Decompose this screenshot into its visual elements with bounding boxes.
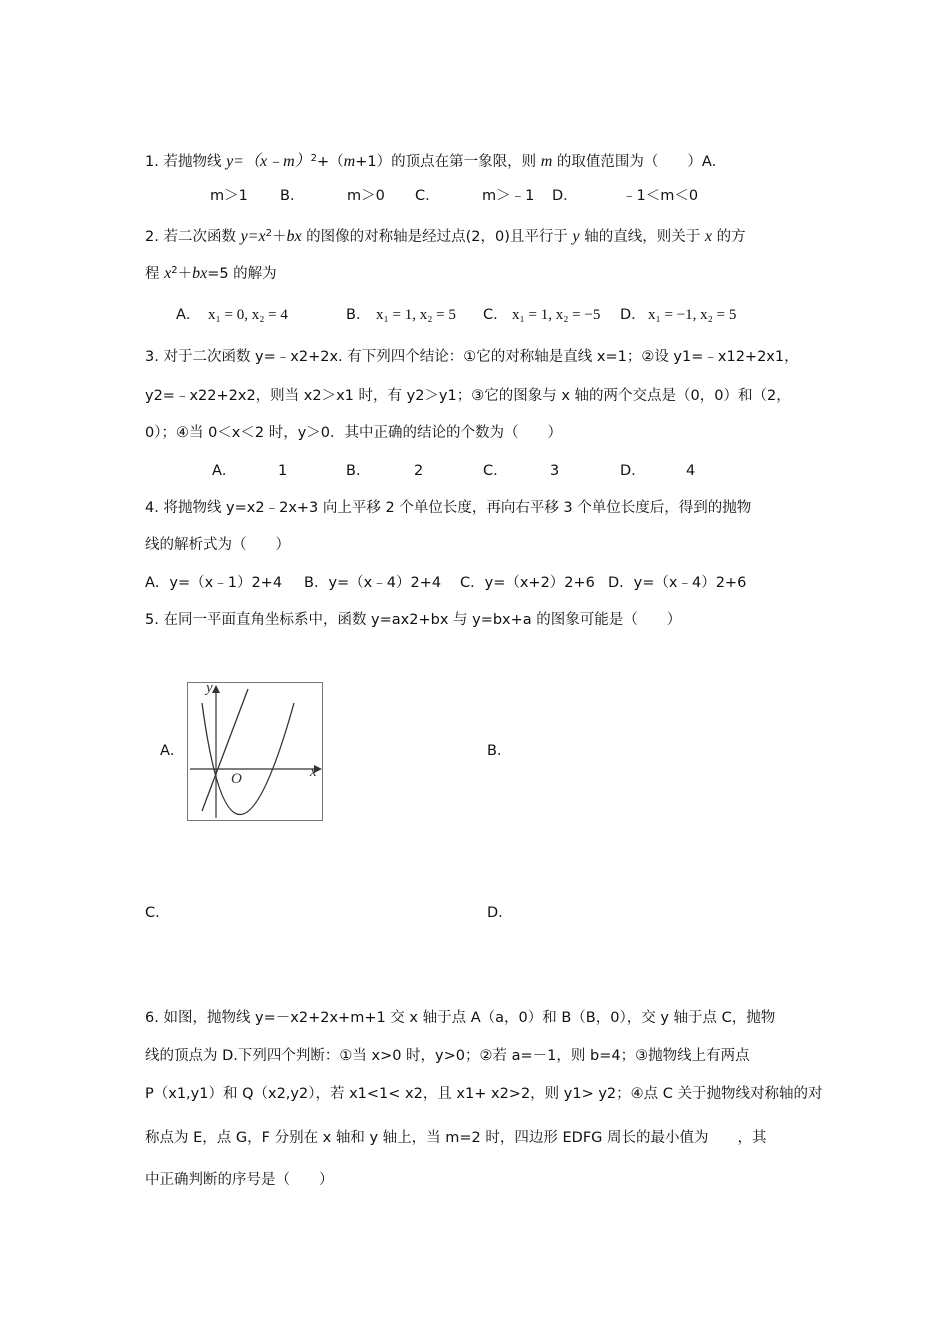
q2-option-c-label: C． xyxy=(483,307,508,323)
q1-option-d-label: D． xyxy=(552,188,578,204)
straight-line xyxy=(202,689,248,811)
y-axis-arrow xyxy=(212,685,220,693)
q4-option-c: C．y=（x+2）2+6 xyxy=(460,575,595,591)
q1-option-a: m＞1 xyxy=(210,188,248,204)
q3-stem-line2: y2=﹣x22+2x2，则当 x2＞x1 时，有 y2＞y1；③它的图象与 x 轴的两个交点是（0，0）和（2， xyxy=(145,388,791,404)
q2-stem-line1: 2. 若二次函数 $y=x^2+bx$ 的图像的对称轴是经过点(2，0)且平行于 y 轴的直线，则关于 x 的方 xyxy=(145,228,746,245)
q4-option-d: D．y=（x﹣4）2+6 xyxy=(608,575,747,591)
q6-stem-line4: 称点为 E，点 G，F 分别在 x 轴和 y 轴上，当 m=2 时，四边形 EDFG 周长的最小值为 ，其 xyxy=(145,1130,767,1146)
q3-option-b-label: B． xyxy=(346,463,371,479)
q1-option-b: m＞0 xyxy=(347,188,385,204)
q1-option-b-label: B． xyxy=(280,188,305,204)
q3-stem-line1: 3. 对于二次函数 y=﹣x2+2x. 有下列四个结论：①它的对称轴是直线 x=1；②设 y1=﹣x12+2x1， xyxy=(145,349,799,365)
q3-option-d-label: D． xyxy=(620,463,646,479)
q2-stem-line2: 程 $x^2+bx=5$ 的解为 xyxy=(145,265,277,282)
q2-option-c: x₁ = 1, x₂ = −5 xyxy=(512,307,601,323)
q2-option-d-label: D． xyxy=(620,307,646,323)
q6-stem-line5: 中正确判断的序号是（ ） xyxy=(145,1172,334,1188)
q3-option-c-label: C． xyxy=(483,463,508,479)
q1-option-d: ﹣1＜m＜0 xyxy=(622,188,699,204)
y-axis-label: y xyxy=(206,683,213,696)
q5-stem: 5. 在同一平面直角坐标系中，函数 y=ax2+bx 与 y=bx+a 的图象可能是（ ） xyxy=(145,612,682,628)
q2-option-a-label: A． xyxy=(176,307,201,323)
q3-option-a: 1 xyxy=(278,463,288,479)
q4-option-b: B．y=（x﹣4）2+4 xyxy=(304,575,442,591)
q6-stem-line3: P（x1,y1）和 Q（x2,y2），若 x1<1< x2，且 x1+ x2>2，则 y1> y2；④点 C 关于抛物线对称轴的对 xyxy=(145,1086,823,1102)
q5-option-c-label: C． xyxy=(145,905,170,921)
x-axis-label: x xyxy=(310,764,317,780)
q2-option-b: x₁ = 1, x₂ = 5 xyxy=(376,307,456,323)
q1-option-c-label: C． xyxy=(415,188,440,204)
q2-option-d: x₁ = −1, x₂ = 5 xyxy=(648,307,737,323)
q5-option-d-label: D． xyxy=(487,905,513,921)
q4-stem-line1: 4. 将抛物线 y=x2﹣2x+3 向上平移 2 个单位长度，再向右平移 3 个单位长度后，得到的抛物 xyxy=(145,500,752,516)
origin-label: O xyxy=(231,771,242,787)
parabola-line-graph xyxy=(188,683,322,820)
q2-option-a: x₁ = 0, x₂ = 4 xyxy=(208,307,288,323)
q3-option-a-label: A． xyxy=(212,463,237,479)
q1-stem: 1. 若抛物线 y=（x﹣m）$^2$+（m+1）的顶点在第一象限，则 m 的取值范围为（ ）A． xyxy=(145,153,727,170)
q5-option-a-graph xyxy=(187,682,323,821)
q1-option-c: m＞﹣1 xyxy=(482,188,535,204)
q2-option-b-label: B． xyxy=(346,307,371,323)
q3-stem-line3: 0）；④当 0＜x＜2 时，y＞0．其中正确的结论的个数为（ ） xyxy=(145,425,563,441)
q3-option-d: 4 xyxy=(686,463,696,479)
q3-option-b: 2 xyxy=(414,463,424,479)
q6-stem-line2: 线的顶点为 D.下列四个判断：①当 x>0 时，y>0；②若 a=－1，则 b=4；③抛物线上有两点 xyxy=(145,1048,750,1064)
q6-stem-line1: 6. 如图，抛物线 y=－x2+2x+m+1 交 x 轴于点 A（a，0）和 B（B，0），交 y 轴于点 C，抛物 xyxy=(145,1010,776,1026)
q3-option-c: 3 xyxy=(550,463,560,479)
q5-option-a-label: A． xyxy=(160,743,185,759)
q4-stem-line2: 线的解析式为（ ） xyxy=(145,537,290,553)
q5-option-b-label: B． xyxy=(487,743,512,759)
q4-option-a: A．y=（x﹣1）2+4 xyxy=(145,575,283,591)
